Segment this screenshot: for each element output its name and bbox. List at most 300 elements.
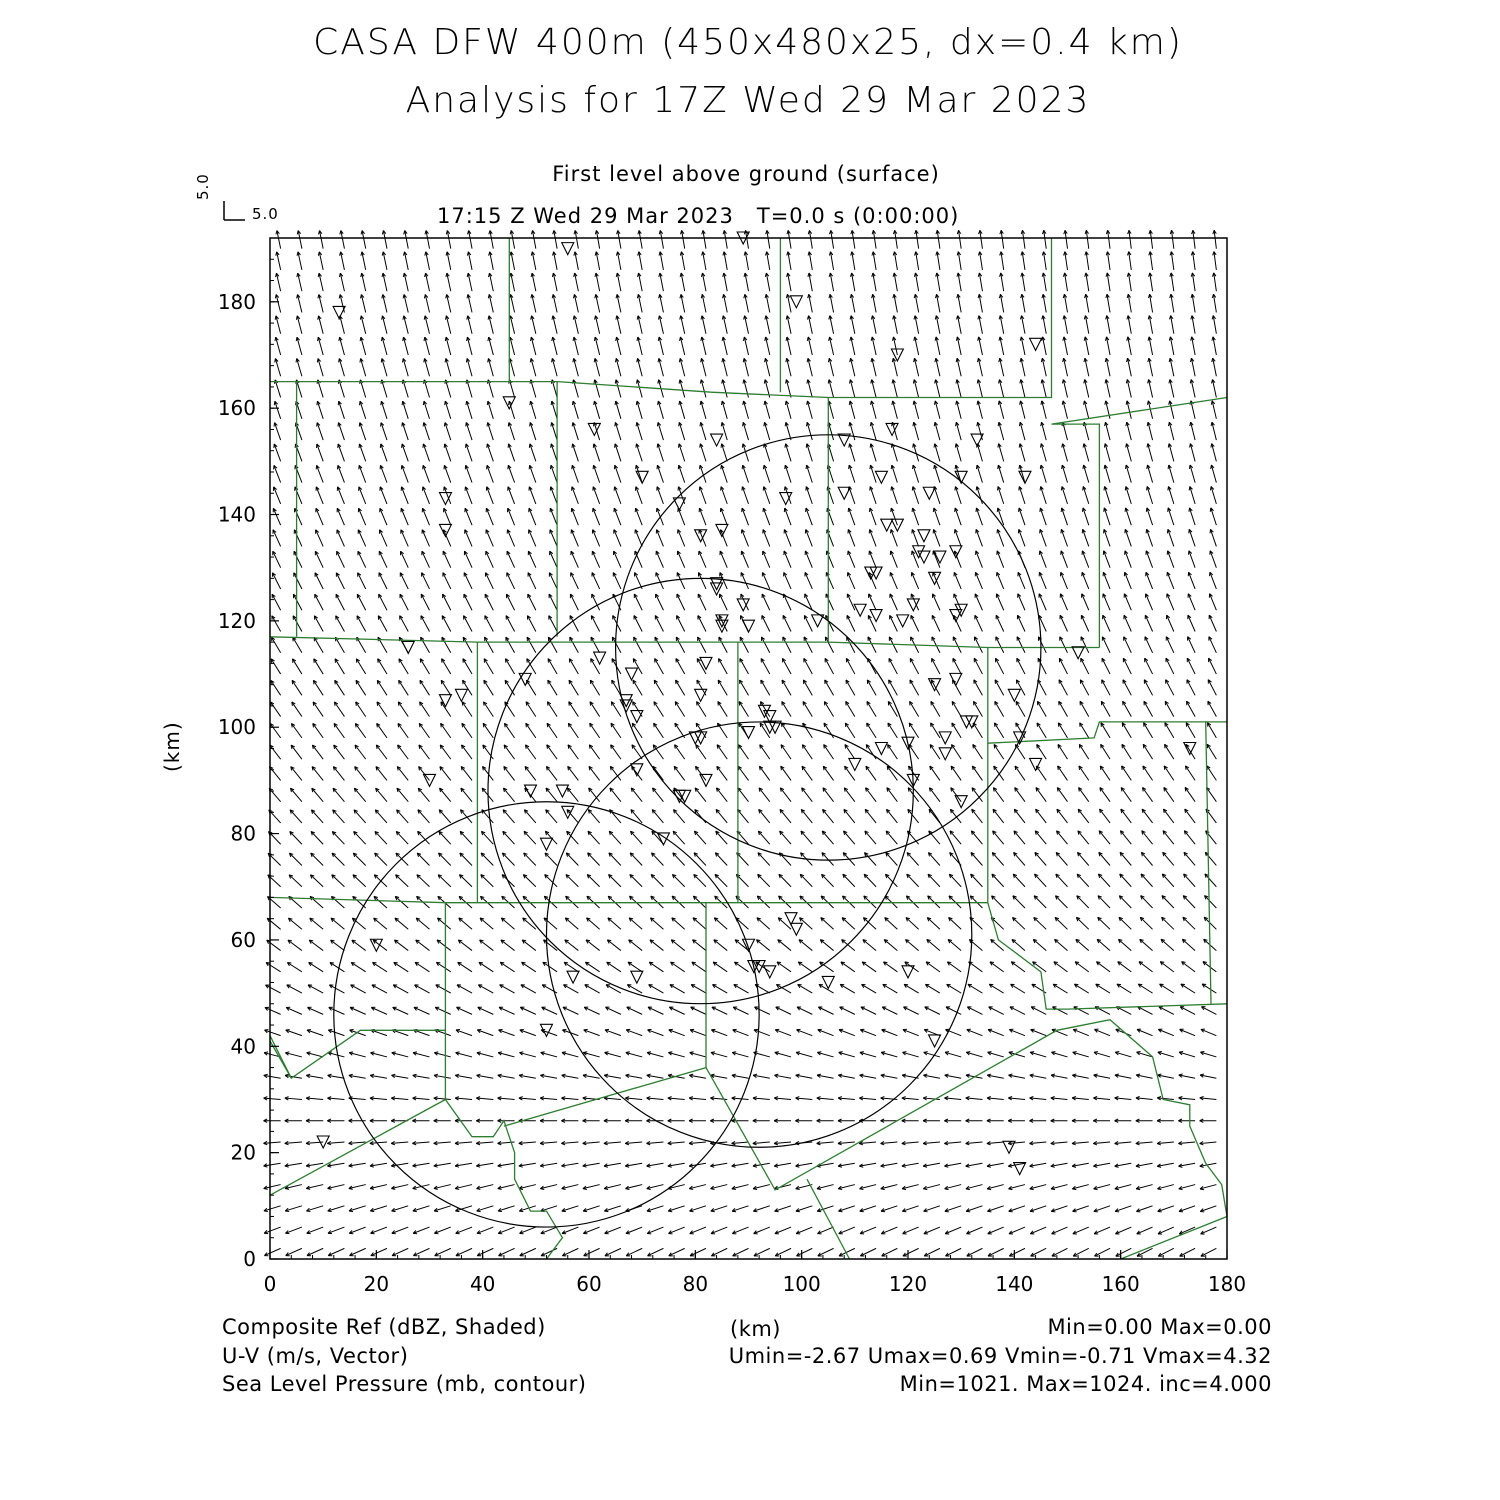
wind-arrow-icon [957,294,961,312]
wind-arrow-icon [1201,1029,1216,1036]
wind-arrow-icon [609,831,621,844]
wind-arrow-icon [607,940,621,951]
wind-arrow-icon [1170,230,1174,248]
station-marker-icon [439,493,451,505]
wind-arrow-icon [613,551,620,568]
wind-arrow-icon [848,508,855,525]
wind-arrow-icon [499,1007,514,1014]
wind-arrow-icon [485,616,493,632]
wind-arrow-icon [744,316,749,334]
wind-arrow-icon [681,230,685,248]
wind-arrow-icon [631,831,643,844]
wind-arrow-icon [887,788,897,802]
wind-arrow-icon [969,962,983,972]
wind-arrow-icon [824,701,833,716]
wind-arrow-icon [859,1141,876,1144]
wind-arrow-icon [613,573,621,589]
wind-arrow-icon [1127,358,1132,376]
wind-arrow-icon [817,1227,833,1234]
wind-arrow-icon [741,572,748,588]
wind-arrow-icon [796,1227,812,1234]
wind-arrow-icon [722,337,727,355]
wind-arrow-icon [1125,486,1131,503]
wind-arrow-icon [951,766,961,780]
wind-arrow-icon [477,1206,494,1212]
station-marker-icon [695,689,707,701]
wind-arrow-icon [647,1074,664,1078]
wind-arrow-icon [738,788,749,802]
wind-arrow-icon [808,252,812,270]
wind-arrow-icon [264,1206,281,1212]
wind-arrow-icon [722,380,728,398]
station-marker-icon [939,748,951,760]
wind-arrow-icon [763,487,770,504]
wind-arrow-icon [646,1141,663,1144]
wind-arrow-icon [1008,1097,1025,1100]
wind-arrow-icon [328,1185,345,1190]
wind-arrow-icon [967,1007,982,1015]
wind-arrow-icon [913,465,919,483]
wind-arrow-icon [445,401,451,419]
wind-arrow-icon [572,401,578,419]
radar-range-ring [546,722,971,1147]
wind-arrow-icon [716,809,727,822]
wind-arrow-icon [401,530,408,547]
wind-arrow-icon [276,231,281,249]
wind-arrow-icon [1035,852,1046,865]
wind-arrow-icon [891,465,897,483]
wind-arrow-icon [1037,723,1046,738]
wind-arrow-icon [679,422,685,440]
wind-arrow-icon [966,1052,982,1057]
wind-arrow-icon [1100,809,1110,823]
wind-arrow-icon [574,252,579,270]
wind-arrow-icon [1099,852,1110,865]
wind-arrow-icon [607,962,621,972]
wind-arrow-icon [571,508,578,525]
wind-arrow-icon [871,358,876,376]
wind-arrow-icon [680,294,685,312]
wind-arrow-icon [656,551,663,568]
wind-arrow-icon [654,723,664,738]
wind-arrow-icon [562,1074,579,1078]
wind-arrow-icon [1060,594,1067,610]
wind-arrow-icon [847,594,855,610]
wind-arrow-icon [1138,1007,1153,1015]
wind-arrow-icon [314,616,323,632]
wind-arrow-icon [611,702,621,717]
wind-arrow-icon [506,659,515,674]
wind-arrow-icon [434,1206,451,1212]
wind-arrow-icon [913,422,919,440]
wind-arrow-icon [996,658,1004,674]
wind-arrow-icon [421,616,430,632]
wind-arrow-icon [625,1141,642,1144]
wind-arrow-icon [488,358,494,376]
x-tick-label: 160 [1101,1272,1140,1296]
wind-arrow-icon [1039,572,1046,589]
wind-arrow-icon [673,810,684,823]
wind-arrow-icon [806,487,812,504]
wind-arrow-icon [673,831,685,844]
wind-arrow-icon [285,1163,302,1167]
wind-arrow-icon [869,594,877,610]
wind-arrow-icon [945,1074,961,1078]
wind-arrow-icon [1106,294,1110,312]
wind-arrow-icon [354,831,366,844]
wind-arrow-icon [605,1248,621,1256]
wind-arrow-icon [273,487,280,504]
wind-arrow-icon [574,230,578,248]
wind-arrow-icon [1169,337,1173,355]
wind-arrow-icon [1210,508,1216,525]
wind-arrow-icon [502,853,514,866]
wind-arrow-icon [801,809,812,823]
wind-arrow-icon [1020,358,1025,376]
wind-arrow-icon [990,962,1004,972]
wind-arrow-icon [723,252,727,270]
wind-arrow-icon [761,637,769,653]
wind-arrow-icon [785,465,791,482]
wind-arrow-icon [892,401,897,419]
wind-arrow-icon [932,615,940,631]
wind-arrow-icon [402,401,408,419]
wind-arrow-icon [310,875,323,887]
wind-arrow-icon [507,573,515,589]
wind-arrow-icon [689,1185,706,1190]
wind-arrow-icon [676,659,685,675]
wind-arrow-icon [718,702,727,717]
wind-arrow-icon [1189,551,1196,568]
wind-arrow-icon [698,615,706,631]
wind-arrow-icon [522,940,536,951]
wind-arrow-icon [766,230,770,248]
wind-arrow-icon [435,1248,451,1255]
wind-arrow-icon [701,273,706,291]
wind-arrow-icon [617,230,621,248]
wind-arrow-icon [998,422,1004,440]
wind-arrow-icon [626,1248,642,1256]
wind-arrow-icon [1120,852,1131,865]
station-marker-icon [562,243,574,255]
wind-arrow-icon [439,810,451,823]
wind-arrow-icon [306,1163,323,1167]
wind-arrow-icon [1182,962,1195,972]
wind-arrow-icon [314,637,323,653]
wind-arrow-icon [562,1206,579,1212]
wind-arrow-icon [924,1227,940,1234]
station-marker-icon [1030,758,1042,770]
wind-arrow-icon [519,1097,536,1100]
wind-arrow-icon [1061,529,1068,546]
wind-arrow-icon [743,337,748,355]
wind-arrow-icon [758,853,770,866]
wind-arrow-icon [337,530,345,547]
wind-arrow-icon [625,1163,642,1167]
wind-arrow-icon [1060,637,1068,653]
wind-arrow-icon [743,380,748,398]
wind-arrow-icon [906,918,919,930]
wind-arrow-icon [1136,1206,1152,1212]
wind-arrow-icon [956,358,961,376]
wind-arrow-icon [360,337,366,355]
wind-arrow-icon [1191,315,1195,333]
wind-arrow-icon [507,508,514,525]
wind-arrow-icon [1115,1052,1131,1057]
wind-arrow-icon [1124,572,1131,589]
wind-arrow-icon [808,273,812,291]
wind-arrow-icon [1096,984,1110,993]
wind-arrow-icon [912,508,919,525]
wind-arrow-icon [802,766,812,780]
wind-arrow-icon [397,788,408,802]
wind-arrow-icon [779,896,791,908]
wind-arrow-icon [1189,508,1195,525]
wind-arrow-icon [1063,337,1068,355]
station-marker-icon [918,530,930,542]
wind-arrow-icon [308,1007,324,1014]
wind-arrow-icon [825,680,834,695]
wind-arrow-icon [521,985,536,993]
wind-arrow-icon [692,962,706,972]
wind-arrow-icon [1081,658,1089,674]
wind-arrow-icon [338,401,344,419]
wind-arrow-icon [583,1141,600,1144]
wind-arrow-icon [329,985,344,993]
wind-arrow-icon [550,551,558,568]
wind-arrow-icon [690,1206,706,1212]
wind-arrow-icon [932,594,939,610]
wind-arrow-icon [1200,1119,1217,1122]
county-line [706,1020,1227,1217]
wind-arrow-icon [763,465,769,482]
wind-arrow-icon [796,1097,813,1100]
wind-arrow-icon [936,230,940,248]
wind-arrow-icon [1058,723,1067,738]
wind-arrow-icon [393,985,408,993]
wind-arrow-icon [782,658,791,674]
wind-arrow-icon [1168,465,1174,483]
wind-arrow-icon [978,273,982,291]
wind-arrow-icon [925,1007,940,1014]
wind-arrow-icon [974,658,982,674]
wind-arrow-icon [572,422,578,440]
wind-arrow-icon [849,444,855,462]
wind-arrow-icon [465,465,472,482]
wind-arrow-icon [614,508,621,525]
wind-arrow-icon [930,766,940,780]
wind-arrow-icon [315,573,323,589]
wind-arrow-icon [824,745,834,760]
station-marker-icon [790,296,802,308]
wind-arrow-icon [1101,744,1110,759]
wind-arrow-icon [806,444,812,462]
station-marker-icon [875,471,887,483]
station-marker-icon [870,610,882,622]
wind-arrow-icon [1115,1074,1131,1078]
wind-arrow-icon [526,680,535,695]
wind-arrow-icon [462,745,472,759]
wind-arrow-icon [393,1007,409,1014]
wind-arrow-icon [649,985,664,994]
wind-arrow-icon [862,962,876,972]
wind-arrow-icon [290,810,302,823]
wind-arrow-icon [979,230,983,248]
wind-arrow-icon [975,637,983,653]
wind-arrow-icon [1029,1119,1046,1122]
wind-arrow-icon [932,637,940,653]
wind-arrow-icon [903,1227,919,1234]
wind-arrow-icon [839,1206,855,1212]
station-marker-icon [626,668,638,680]
wind-arrow-icon [508,422,514,440]
wind-arrow-icon [606,985,621,993]
wind-arrow-icon [635,508,642,525]
wind-arrow-icon [445,380,451,398]
wind-arrow-icon [403,337,409,355]
wind-arrow-icon [486,508,493,525]
wind-arrow-icon [817,1206,833,1212]
wind-arrow-icon [527,637,536,653]
wind-arrow-icon [933,529,940,546]
wind-arrow-icon [419,723,429,737]
wind-arrow-icon [923,1163,940,1167]
wind-arrow-icon [830,230,834,248]
wind-arrow-icon [998,444,1004,462]
wind-arrow-icon [422,508,429,525]
wind-arrow-icon [397,810,409,823]
wind-arrow-icon [420,659,429,674]
wind-arrow-icon [276,273,281,291]
wind-arrow-icon [371,1227,387,1234]
wind-arrow-icon [711,1074,728,1078]
wind-arrow-icon [975,594,982,610]
wind-arrow-icon [936,252,940,270]
wind-arrow-icon [826,551,833,568]
wind-arrow-icon [1148,379,1153,397]
wind-arrow-icon [550,487,557,504]
county-line [988,903,1227,1009]
wind-arrow-icon [1115,1185,1131,1190]
wind-arrow-icon [997,486,1003,503]
wind-arrow-icon [1205,852,1216,865]
wind-arrow-icon [635,530,642,547]
wind-arrow-icon [657,465,663,482]
wind-arrow-icon [935,380,940,398]
wind-arrow-icon [870,487,876,504]
wind-arrow-icon [269,788,280,801]
wind-arrow-icon [1157,1185,1173,1190]
wind-arrow-icon [1082,572,1089,589]
wind-arrow-icon [457,985,472,993]
wind-arrow-icon [838,1097,855,1100]
wind-arrow-icon [459,875,472,887]
wind-arrow-icon [866,766,876,780]
wind-arrow-icon [954,529,961,546]
wind-arrow-icon [487,465,494,482]
wind-arrow-icon [1075,962,1089,972]
wind-arrow-icon [1082,551,1089,568]
wind-arrow-icon [285,1097,302,1100]
wind-arrow-icon [519,1074,536,1078]
wind-arrow-icon [744,252,748,270]
wind-arrow-icon [866,788,877,802]
wind-arrow-icon [1166,658,1174,674]
wind-arrow-icon [569,702,579,717]
wind-arrow-icon [796,1074,813,1078]
wind-arrow-icon [957,252,961,270]
wind-arrow-icon [583,1227,599,1234]
wind-arrow-icon [780,831,791,844]
wind-arrow-icon [562,1052,578,1057]
wind-arrow-icon [421,637,430,653]
wind-arrow-icon [456,1052,472,1057]
wind-arrow-icon [1104,529,1110,546]
wind-arrow-icon [1039,551,1046,568]
wind-arrow-icon [843,874,855,886]
wind-arrow-icon [571,573,579,589]
wind-arrow-icon [677,551,684,568]
wind-arrow-icon [648,1029,664,1035]
wind-arrow-icon [757,896,769,908]
wind-arrow-icon [806,422,812,440]
wind-arrow-icon [881,1052,897,1057]
wind-arrow-icon [774,1141,791,1144]
wind-arrow-icon [669,1007,684,1014]
wind-arrow-icon [546,810,557,823]
wind-arrow-icon [712,1007,727,1014]
wind-arrow-icon [530,358,536,376]
wind-arrow-icon [1168,486,1174,503]
wind-arrow-icon [868,637,876,653]
wind-arrow-icon [285,1141,302,1144]
wind-arrow-icon [966,1119,983,1122]
wind-arrow-icon [360,380,366,398]
wind-arrow-icon [276,252,281,270]
wind-arrow-icon [829,294,834,312]
wind-arrow-icon [318,337,324,355]
wind-arrow-icon [377,702,387,717]
wind-arrow-icon [615,401,621,419]
wind-arrow-icon [647,1227,663,1234]
wind-arrow-icon [945,1185,962,1190]
wind-arrow-icon [802,745,812,760]
wind-arrow-icon [318,252,323,270]
wind-arrow-icon [295,487,302,504]
wind-arrow-icon [375,831,387,844]
wind-arrow-icon [456,1029,472,1035]
wind-arrow-icon [1148,316,1152,334]
wind-arrow-icon [549,616,557,632]
wind-arrow-icon [680,252,684,270]
wind-arrow-icon [381,423,387,441]
wind-arrow-icon [1030,1185,1046,1190]
wind-arrow-icon [1148,358,1153,376]
wind-arrow-icon [335,659,344,674]
wind-arrow-icon [817,1119,834,1122]
wind-arrow-icon [413,1074,430,1078]
wind-arrow-icon [1011,962,1025,972]
wind-arrow-icon [605,1029,621,1035]
wind-arrow-icon [311,853,323,865]
wind-arrow-icon [339,358,345,376]
wind-arrow-icon [361,294,366,312]
wind-arrow-icon [956,422,962,440]
wind-arrow-icon [1136,1119,1153,1122]
wind-arrow-icon [264,1163,281,1167]
wind-arrow-icon [1072,1163,1089,1167]
wind-arrow-icon [713,962,727,972]
